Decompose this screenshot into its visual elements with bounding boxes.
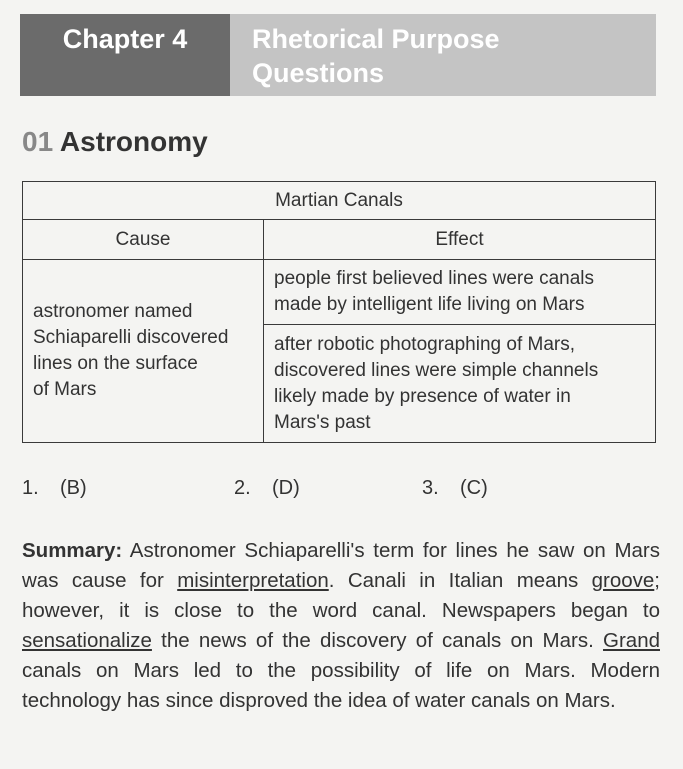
summary-text: the news of the discovery of canals on Mars. xyxy=(151,629,604,652)
answer-number: 1. xyxy=(22,477,39,499)
effect-line: likely made by presence of water in xyxy=(274,385,571,407)
summary-text: Astronomer Schiaparelli's term for lines he saw on Mars was cause for xyxy=(22,539,660,592)
answer-number: 2. xyxy=(234,477,251,499)
underlined-term: Grand xyxy=(603,629,660,652)
effect-line: after robotic photographing of Mars, xyxy=(274,333,576,355)
answer-item xyxy=(22,477,87,500)
cause-line: astronomer named xyxy=(33,301,193,322)
cause-cell xyxy=(23,260,264,443)
section-title: Astronomy xyxy=(59,126,208,157)
cause-line: of Mars xyxy=(33,379,97,400)
summary-text: canals on Mars led to the possibility of life on Mars. Modern technology has since disproved the idea of water canals on Mars. xyxy=(22,659,660,712)
answer-item xyxy=(234,477,300,500)
cause-line: Schiaparelli discovered xyxy=(33,327,229,348)
section-number: 01 xyxy=(22,126,54,157)
table-caption: Martian Canals xyxy=(23,182,656,220)
summary-text: ; however, it is close to the word canal. Newspapers began to xyxy=(22,569,660,622)
effect-line: Mars's past xyxy=(274,411,371,433)
chapter-subtitle xyxy=(230,14,656,96)
chapter-label: Chapter 4 xyxy=(20,14,230,96)
cause-line: lines on the surface xyxy=(33,353,198,374)
answer-number: 3. xyxy=(422,477,439,499)
underlined-term: sensationalize xyxy=(22,629,152,652)
effect-line: people first believed lines were canals xyxy=(274,268,595,289)
section-heading xyxy=(22,126,208,158)
effect-line: made by intelligent life living on Mars xyxy=(274,294,585,315)
chapter-subtitle-line1: Rhetorical Purpose xyxy=(252,24,500,54)
answer-item xyxy=(422,477,488,500)
effect-line: discovered lines were simple channels xyxy=(274,359,599,381)
chapter-subtitle-line2: Questions xyxy=(252,58,385,88)
effect-cell-1 xyxy=(264,260,656,325)
underlined-term: misinterpretation xyxy=(177,569,329,592)
cause-effect-table xyxy=(22,181,656,443)
answer-choice: (C) xyxy=(460,477,488,499)
answer-choice: (D) xyxy=(272,477,300,499)
chapter-header xyxy=(20,14,656,96)
column-header-effect: Effect xyxy=(264,220,656,260)
underlined-term: groove xyxy=(591,569,655,592)
summary-text: . Canali in Italian means xyxy=(328,569,592,592)
answer-key xyxy=(22,477,662,507)
answer-choice: (B) xyxy=(60,477,87,499)
summary-paragraph xyxy=(22,536,660,716)
effect-cell-2 xyxy=(264,325,656,443)
column-header-cause: Cause xyxy=(23,220,264,260)
summary-label: Summary: xyxy=(22,539,123,562)
